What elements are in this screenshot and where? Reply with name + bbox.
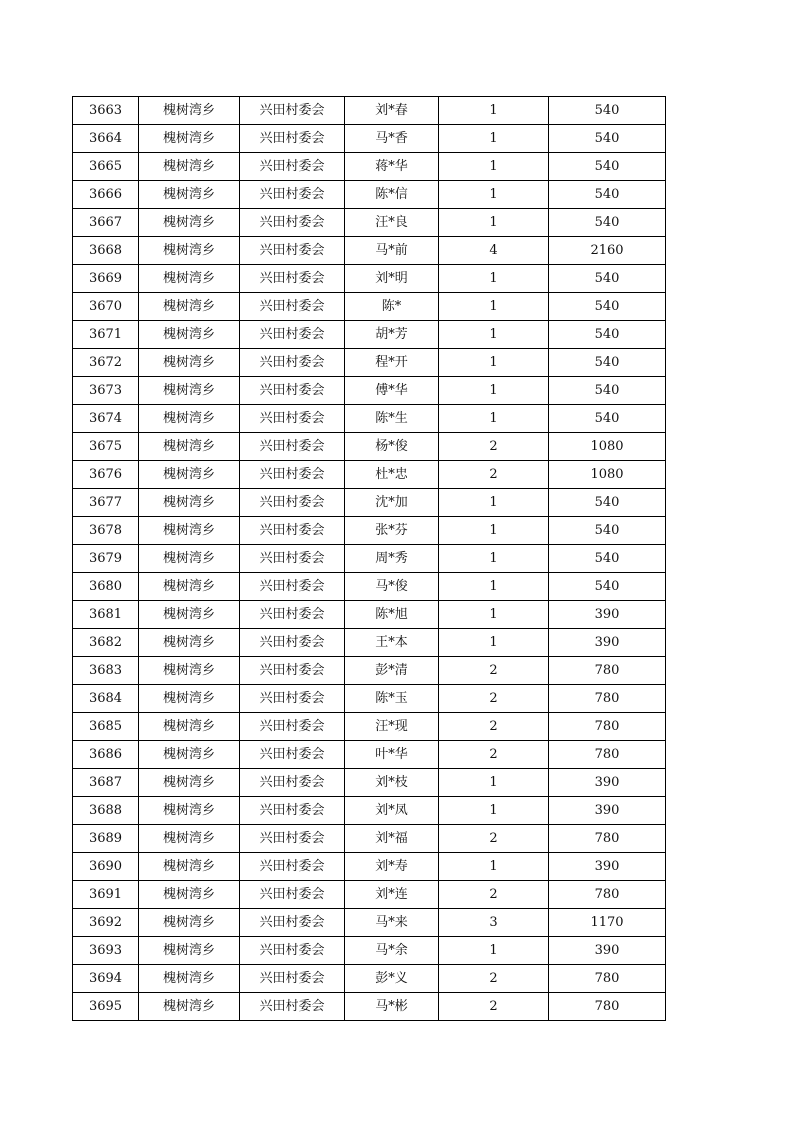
name-cell: 张*芬 [345, 517, 439, 545]
village-committee-cell: 兴田村委会 [240, 769, 345, 797]
amount-cell: 540 [549, 265, 666, 293]
township-cell: 槐树湾乡 [139, 181, 240, 209]
table-row [73, 545, 666, 573]
table-row [73, 573, 666, 601]
name-cell: 陈* [345, 293, 439, 321]
count-cell: 2 [439, 685, 549, 713]
count-cell: 1 [439, 125, 549, 153]
village-committee-cell: 兴田村委会 [240, 881, 345, 909]
table-row [73, 125, 666, 153]
name-cell: 刘*凤 [345, 797, 439, 825]
count-cell: 2 [439, 881, 549, 909]
village-committee-cell: 兴田村委会 [240, 573, 345, 601]
count-cell: 1 [439, 853, 549, 881]
count-cell: 1 [439, 265, 549, 293]
village-committee-cell: 兴田村委会 [240, 993, 345, 1021]
table-row [73, 321, 666, 349]
village-committee-cell: 兴田村委会 [240, 461, 345, 489]
township-cell: 槐树湾乡 [139, 125, 240, 153]
name-cell: 杨*俊 [345, 433, 439, 461]
amount-cell: 780 [549, 965, 666, 993]
township-cell: 槐树湾乡 [139, 657, 240, 685]
table-row [73, 993, 666, 1021]
row-number-cell: 3674 [73, 405, 139, 433]
amount-cell: 390 [549, 937, 666, 965]
count-cell: 1 [439, 489, 549, 517]
row-number-cell: 3685 [73, 713, 139, 741]
amount-cell: 780 [549, 825, 666, 853]
count-cell: 1 [439, 153, 549, 181]
count-cell: 2 [439, 965, 549, 993]
township-cell: 槐树湾乡 [139, 685, 240, 713]
amount-cell: 540 [549, 573, 666, 601]
name-cell: 刘*寿 [345, 853, 439, 881]
village-committee-cell: 兴田村委会 [240, 97, 345, 125]
village-committee-cell: 兴田村委会 [240, 629, 345, 657]
row-number-cell: 3670 [73, 293, 139, 321]
name-cell: 杜*忠 [345, 461, 439, 489]
township-cell: 槐树湾乡 [139, 853, 240, 881]
village-committee-cell: 兴田村委会 [240, 545, 345, 573]
name-cell: 刘*明 [345, 265, 439, 293]
amount-cell: 540 [549, 405, 666, 433]
township-cell: 槐树湾乡 [139, 741, 240, 769]
row-number-cell: 3663 [73, 97, 139, 125]
table-row [73, 797, 666, 825]
township-cell: 槐树湾乡 [139, 349, 240, 377]
amount-cell: 1170 [549, 909, 666, 937]
name-cell: 蒋*华 [345, 153, 439, 181]
table-row [73, 741, 666, 769]
name-cell: 陈*玉 [345, 685, 439, 713]
row-number-cell: 3692 [73, 909, 139, 937]
township-cell: 槐树湾乡 [139, 97, 240, 125]
name-cell: 陈*生 [345, 405, 439, 433]
count-cell: 1 [439, 517, 549, 545]
amount-cell: 540 [549, 545, 666, 573]
count-cell: 1 [439, 405, 549, 433]
amount-cell: 780 [549, 881, 666, 909]
count-cell: 1 [439, 601, 549, 629]
amount-cell: 2160 [549, 237, 666, 265]
amount-cell: 1080 [549, 433, 666, 461]
row-number-cell: 3695 [73, 993, 139, 1021]
village-committee-cell: 兴田村委会 [240, 713, 345, 741]
count-cell: 1 [439, 181, 549, 209]
name-cell: 叶*华 [345, 741, 439, 769]
count-cell: 2 [439, 433, 549, 461]
township-cell: 槐树湾乡 [139, 909, 240, 937]
name-cell: 陈*旭 [345, 601, 439, 629]
row-number-cell: 3683 [73, 657, 139, 685]
village-committee-cell: 兴田村委会 [240, 909, 345, 937]
row-number-cell: 3694 [73, 965, 139, 993]
name-cell: 周*秀 [345, 545, 439, 573]
row-number-cell: 3688 [73, 797, 139, 825]
amount-cell: 1080 [549, 461, 666, 489]
amount-cell: 390 [549, 601, 666, 629]
village-committee-cell: 兴田村委会 [240, 349, 345, 377]
name-cell: 汪*良 [345, 209, 439, 237]
table-row [73, 97, 666, 125]
count-cell: 2 [439, 713, 549, 741]
village-committee-cell: 兴田村委会 [240, 237, 345, 265]
row-number-cell: 3687 [73, 769, 139, 797]
row-number-cell: 3677 [73, 489, 139, 517]
row-number-cell: 3664 [73, 125, 139, 153]
amount-cell: 390 [549, 853, 666, 881]
row-number-cell: 3676 [73, 461, 139, 489]
table-row [73, 713, 666, 741]
amount-cell: 540 [549, 349, 666, 377]
row-number-cell: 3690 [73, 853, 139, 881]
amount-cell: 780 [549, 713, 666, 741]
township-cell: 槐树湾乡 [139, 797, 240, 825]
amount-cell: 540 [549, 517, 666, 545]
count-cell: 1 [439, 209, 549, 237]
name-cell: 王*本 [345, 629, 439, 657]
name-cell: 马*前 [345, 237, 439, 265]
name-cell: 马*来 [345, 909, 439, 937]
amount-cell: 540 [549, 209, 666, 237]
village-committee-cell: 兴田村委会 [240, 209, 345, 237]
township-cell: 槐树湾乡 [139, 321, 240, 349]
count-cell: 2 [439, 657, 549, 685]
amount-cell: 780 [549, 993, 666, 1021]
table-row [73, 601, 666, 629]
amount-cell: 540 [549, 181, 666, 209]
table-row [73, 881, 666, 909]
name-cell: 马*彬 [345, 993, 439, 1021]
village-committee-cell: 兴田村委会 [240, 741, 345, 769]
records-table [72, 96, 666, 1021]
row-number-cell: 3669 [73, 265, 139, 293]
row-number-cell: 3668 [73, 237, 139, 265]
count-cell: 1 [439, 321, 549, 349]
name-cell: 马*香 [345, 125, 439, 153]
count-cell: 1 [439, 629, 549, 657]
name-cell: 刘*连 [345, 881, 439, 909]
table-row [73, 237, 666, 265]
table-row [73, 489, 666, 517]
name-cell: 胡*芳 [345, 321, 439, 349]
township-cell: 槐树湾乡 [139, 517, 240, 545]
table-row [73, 909, 666, 937]
township-cell: 槐树湾乡 [139, 433, 240, 461]
table-row [73, 965, 666, 993]
village-committee-cell: 兴田村委会 [240, 433, 345, 461]
table-row [73, 629, 666, 657]
village-committee-cell: 兴田村委会 [240, 293, 345, 321]
name-cell: 马*俊 [345, 573, 439, 601]
count-cell: 1 [439, 797, 549, 825]
village-committee-cell: 兴田村委会 [240, 657, 345, 685]
village-committee-cell: 兴田村委会 [240, 405, 345, 433]
name-cell: 程*开 [345, 349, 439, 377]
township-cell: 槐树湾乡 [139, 881, 240, 909]
amount-cell: 780 [549, 685, 666, 713]
table-row [73, 153, 666, 181]
row-number-cell: 3678 [73, 517, 139, 545]
count-cell: 1 [439, 573, 549, 601]
village-committee-cell: 兴田村委会 [240, 517, 345, 545]
amount-cell: 540 [549, 125, 666, 153]
row-number-cell: 3672 [73, 349, 139, 377]
row-number-cell: 3686 [73, 741, 139, 769]
amount-cell: 540 [549, 97, 666, 125]
table-row [73, 769, 666, 797]
row-number-cell: 3689 [73, 825, 139, 853]
village-committee-cell: 兴田村委会 [240, 825, 345, 853]
table-row [73, 937, 666, 965]
township-cell: 槐树湾乡 [139, 237, 240, 265]
amount-cell: 540 [549, 153, 666, 181]
table-row [73, 657, 666, 685]
table-row [73, 461, 666, 489]
township-cell: 槐树湾乡 [139, 461, 240, 489]
township-cell: 槐树湾乡 [139, 209, 240, 237]
township-cell: 槐树湾乡 [139, 545, 240, 573]
township-cell: 槐树湾乡 [139, 265, 240, 293]
village-committee-cell: 兴田村委会 [240, 377, 345, 405]
village-committee-cell: 兴田村委会 [240, 601, 345, 629]
count-cell: 2 [439, 825, 549, 853]
name-cell: 陈*信 [345, 181, 439, 209]
count-cell: 1 [439, 97, 549, 125]
amount-cell: 390 [549, 797, 666, 825]
table-row [73, 517, 666, 545]
row-number-cell: 3682 [73, 629, 139, 657]
township-cell: 槐树湾乡 [139, 965, 240, 993]
table-row [73, 377, 666, 405]
row-number-cell: 3667 [73, 209, 139, 237]
township-cell: 槐树湾乡 [139, 573, 240, 601]
village-committee-cell: 兴田村委会 [240, 797, 345, 825]
records-body [73, 97, 666, 1021]
count-cell: 1 [439, 293, 549, 321]
count-cell: 1 [439, 937, 549, 965]
count-cell: 1 [439, 769, 549, 797]
row-number-cell: 3679 [73, 545, 139, 573]
table-row [73, 825, 666, 853]
table-row [73, 209, 666, 237]
name-cell: 汪*现 [345, 713, 439, 741]
township-cell: 槐树湾乡 [139, 377, 240, 405]
amount-cell: 390 [549, 769, 666, 797]
village-committee-cell: 兴田村委会 [240, 853, 345, 881]
count-cell: 2 [439, 741, 549, 769]
name-cell: 沈*加 [345, 489, 439, 517]
township-cell: 槐树湾乡 [139, 405, 240, 433]
row-number-cell: 3673 [73, 377, 139, 405]
name-cell: 马*余 [345, 937, 439, 965]
township-cell: 槐树湾乡 [139, 769, 240, 797]
count-cell: 1 [439, 545, 549, 573]
village-committee-cell: 兴田村委会 [240, 181, 345, 209]
table-row [73, 265, 666, 293]
name-cell: 刘*春 [345, 97, 439, 125]
amount-cell: 780 [549, 657, 666, 685]
count-cell: 4 [439, 237, 549, 265]
township-cell: 槐树湾乡 [139, 293, 240, 321]
table-row [73, 405, 666, 433]
village-committee-cell: 兴田村委会 [240, 489, 345, 517]
township-cell: 槐树湾乡 [139, 993, 240, 1021]
count-cell: 2 [439, 461, 549, 489]
township-cell: 槐树湾乡 [139, 601, 240, 629]
table-row [73, 685, 666, 713]
table-row [73, 181, 666, 209]
name-cell: 刘*枝 [345, 769, 439, 797]
name-cell: 刘*福 [345, 825, 439, 853]
village-committee-cell: 兴田村委会 [240, 937, 345, 965]
row-number-cell: 3693 [73, 937, 139, 965]
row-number-cell: 3691 [73, 881, 139, 909]
village-committee-cell: 兴田村委会 [240, 965, 345, 993]
row-number-cell: 3681 [73, 601, 139, 629]
table-row [73, 349, 666, 377]
village-committee-cell: 兴田村委会 [240, 321, 345, 349]
name-cell: 傅*华 [345, 377, 439, 405]
table-row [73, 293, 666, 321]
township-cell: 槐树湾乡 [139, 489, 240, 517]
row-number-cell: 3665 [73, 153, 139, 181]
amount-cell: 540 [549, 293, 666, 321]
township-cell: 槐树湾乡 [139, 629, 240, 657]
village-committee-cell: 兴田村委会 [240, 265, 345, 293]
table-row [73, 853, 666, 881]
row-number-cell: 3680 [73, 573, 139, 601]
village-committee-cell: 兴田村委会 [240, 685, 345, 713]
township-cell: 槐树湾乡 [139, 713, 240, 741]
row-number-cell: 3671 [73, 321, 139, 349]
township-cell: 槐树湾乡 [139, 825, 240, 853]
count-cell: 3 [439, 909, 549, 937]
amount-cell: 540 [549, 321, 666, 349]
table-row [73, 433, 666, 461]
name-cell: 彭*清 [345, 657, 439, 685]
count-cell: 2 [439, 993, 549, 1021]
count-cell: 1 [439, 349, 549, 377]
amount-cell: 540 [549, 489, 666, 517]
village-committee-cell: 兴田村委会 [240, 125, 345, 153]
name-cell: 彭*义 [345, 965, 439, 993]
township-cell: 槐树湾乡 [139, 937, 240, 965]
township-cell: 槐树湾乡 [139, 153, 240, 181]
row-number-cell: 3675 [73, 433, 139, 461]
row-number-cell: 3684 [73, 685, 139, 713]
row-number-cell: 3666 [73, 181, 139, 209]
count-cell: 1 [439, 377, 549, 405]
amount-cell: 390 [549, 629, 666, 657]
amount-cell: 780 [549, 741, 666, 769]
village-committee-cell: 兴田村委会 [240, 153, 345, 181]
amount-cell: 540 [549, 377, 666, 405]
